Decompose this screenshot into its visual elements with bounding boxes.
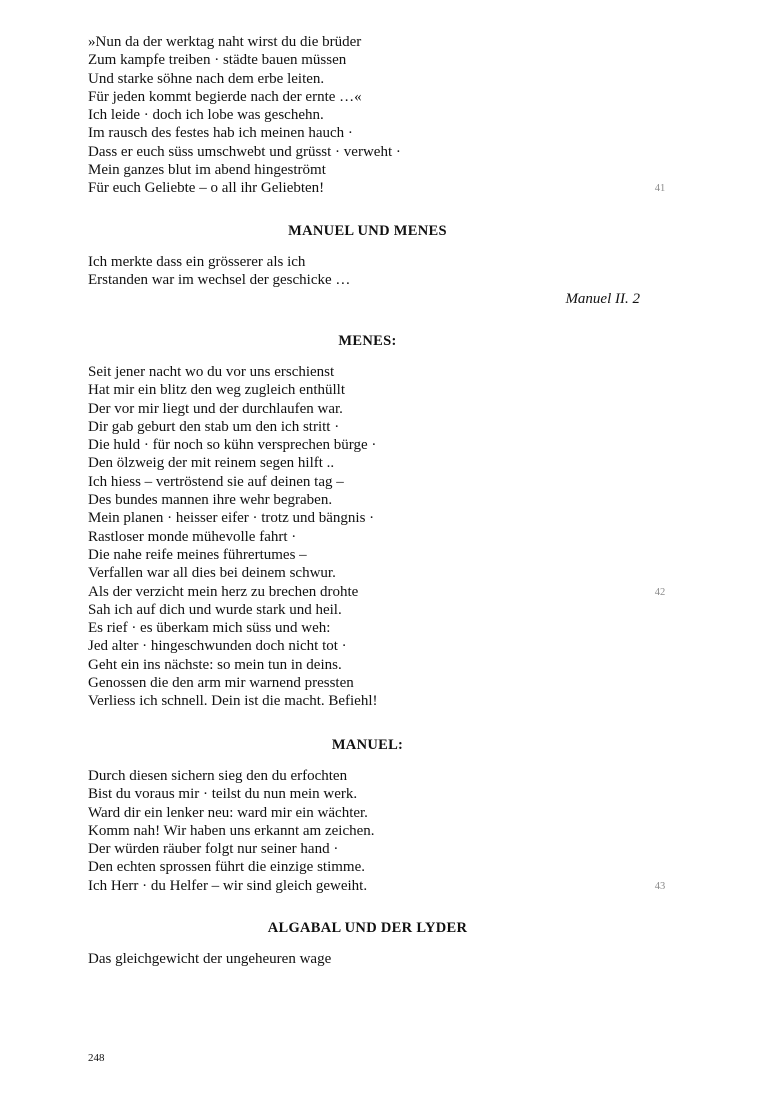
verse-line: Verfallen war all dies bei deinem schwur.	[88, 565, 336, 582]
verse-line: Bist du voraus mir · teilst du nun mein werk.	[88, 786, 358, 803]
verse-line: Ich hiess – vertröstend sie auf deinen tag –	[88, 473, 344, 490]
verse-line: Im rausch des festes hab ich meinen hauch ·	[88, 125, 353, 142]
verse-line: Sah ich auf dich und wurde stark und heil.	[88, 601, 342, 618]
epigraph	[88, 253, 648, 290]
verse-line: Mein planen · heisser eifer · trotz und bängnis ·	[88, 510, 375, 527]
verse-line: Dir gab geburt den stab um den ich stritt ·	[88, 418, 340, 435]
epigraph-reference: Manuel II. 2	[565, 291, 640, 307]
verse-line: Genossen die den arm mir warnend pressten	[88, 675, 354, 692]
verse-line: Verliess ich schnell. Dein ist die macht. Befiehl!	[88, 693, 378, 710]
verse-line: Als der verzicht mein herz zu brechen drohte	[88, 583, 359, 600]
verse-line: Des bundes mannen ihre wehr begraben.	[88, 492, 333, 509]
verse-line: Ich Herr · du Helfer – wir sind gleich geweiht.	[88, 877, 368, 894]
verse-line: Jed alter · hingeschwunden doch nicht tot ·	[88, 638, 347, 655]
verse-line: Der würden räuber folgt nur seiner hand ·	[88, 841, 339, 858]
page-number: 248	[88, 1052, 105, 1064]
verse-line: Der vor mir liegt und der durchlaufen war.	[88, 400, 343, 417]
verse-line: Den ölzweig der mit reinem segen hilft ..	[88, 455, 335, 472]
section-heading: ALGABAL UND DER LYDER	[267, 920, 468, 936]
verse-line: Die nahe reife meines führertumes –	[88, 546, 307, 563]
verse-line: Ward dir ein lenker neu: ward mir ein wächter.	[88, 804, 368, 821]
speaker-label: MENES:	[338, 333, 397, 349]
verse-line: »Nun da der werktag naht wirst du die brüder	[88, 34, 362, 50]
verse-line: Komm nah! Wir haben uns erkannt am zeichen.	[88, 822, 375, 839]
algabal-verses	[88, 950, 648, 968]
verse-line: Seit jener nacht wo du vor uns erschienst	[88, 364, 335, 380]
verse-line: Die huld · für noch so kühn versprechen bürge ·	[88, 437, 377, 454]
verse-line: Geht ein ins nächste: so mein tun in deins.	[88, 656, 342, 673]
verse-line: Und starke söhne nach dem erbe leiten.	[88, 70, 325, 87]
verse-line: Dass er euch süss umschwebt und grüsst · verweht ·	[88, 143, 401, 160]
section-heading: MANUEL UND MENES	[288, 223, 447, 239]
margin-line-number: 41	[654, 183, 666, 194]
margin-line-number: 42	[654, 587, 666, 598]
verse-line: Das gleichgewicht der ungeheuren wage	[88, 951, 332, 967]
verse-line: Durch diesen sichern sieg den du erfochten	[88, 768, 348, 784]
verse-line: Es rief · es überkam mich süss und weh:	[88, 620, 331, 637]
margin-line-number: 43	[654, 881, 666, 892]
epigraph-line: Erstanden war im wechsel der geschicke …	[88, 272, 351, 289]
verse-line: Für euch Geliebte – o all ihr Geliebten!	[88, 180, 325, 197]
stanza-1	[88, 33, 648, 198]
speaker-label: MANUEL:	[331, 737, 404, 753]
verse-line: Ich leide · doch ich lobe was geschehn.	[88, 107, 324, 124]
verse-line: Für jeden kommt begierde nach der ernte …«	[88, 88, 362, 105]
verse-line: Den echten sprossen führt die einzige stimme.	[88, 859, 366, 876]
manuel-speech	[88, 767, 648, 895]
verse-line: Mein ganzes blut im abend hingeströmt	[88, 162, 326, 179]
epigraph-line: Ich merkte dass ein grösserer als ich	[88, 254, 306, 270]
verse-line: Zum kampfe treiben · städte bauen müssen	[88, 52, 347, 69]
verse-line: Hat mir ein blitz den weg zugleich enthüllt	[88, 382, 346, 399]
menes-speech	[88, 363, 648, 711]
verse-line: Rastloser monde mühevolle fahrt ·	[88, 528, 297, 545]
